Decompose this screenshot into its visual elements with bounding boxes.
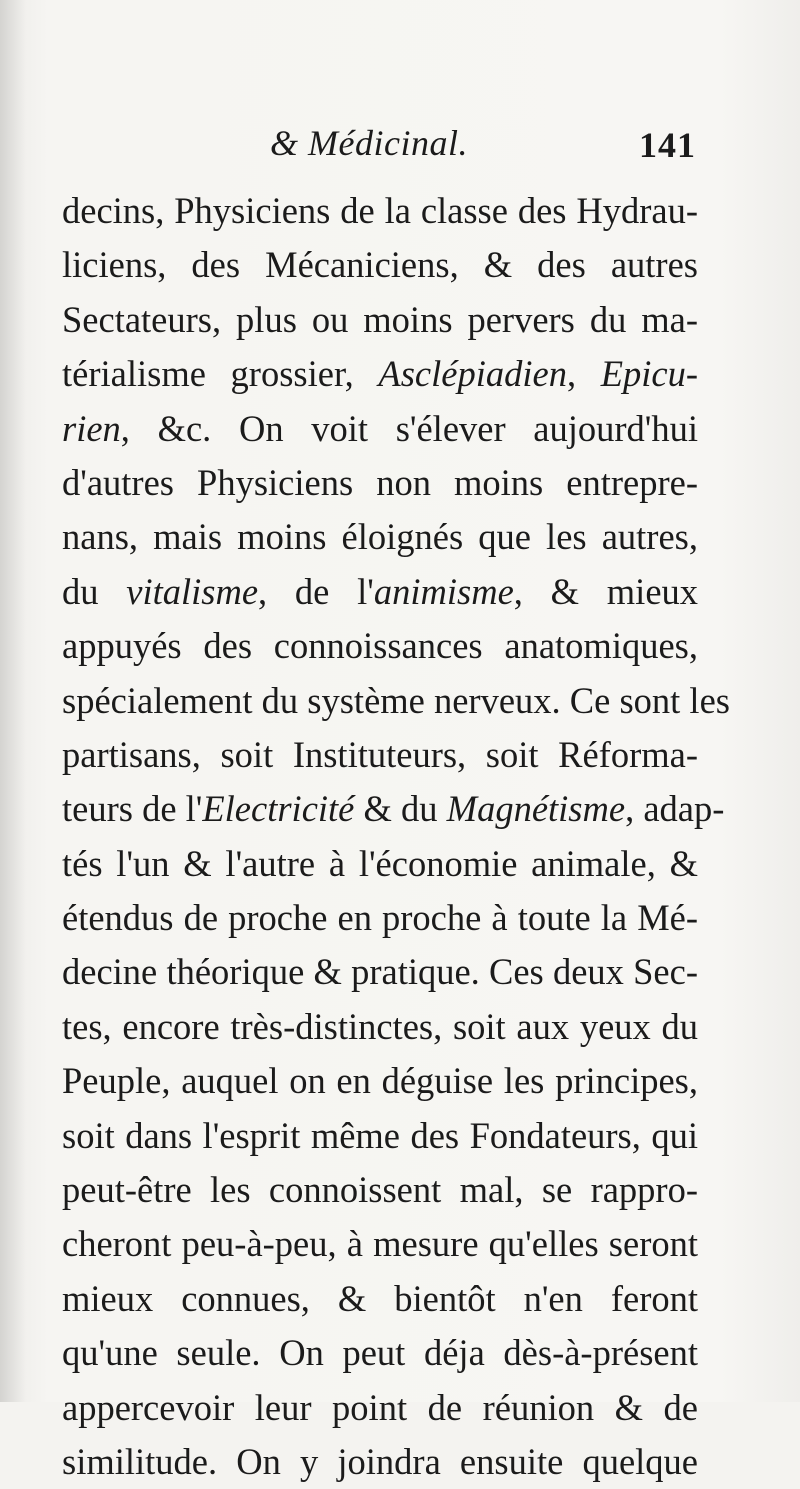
text-run: d'autres Physiciens non moins entrepre- <box>62 461 698 503</box>
text-run: tés l'un & l'autre à l'économie animale, & <box>62 842 698 884</box>
text-run: du <box>62 570 127 612</box>
text-run: , <box>566 353 601 395</box>
text-run: , &c. On voit s'élever aujourd'hui <box>120 407 698 449</box>
text-line <box>62 837 698 891</box>
text-line <box>62 510 698 564</box>
text-run: , adap- <box>625 788 725 830</box>
text-line <box>62 1054 698 1108</box>
italic-term: rien <box>62 407 121 449</box>
text-run: tes, encore très-distinctes, soit aux yeux du <box>62 1005 698 1047</box>
text-line <box>62 1109 698 1163</box>
text-run: cheront peu-à-peu, à mesure qu'elles seront <box>62 1223 698 1265</box>
text-run: étendus de proche en proche à toute la Mé- <box>62 897 698 939</box>
text-run: spécialement du système nerveux. Ce sont les <box>62 679 730 721</box>
text-run: soit dans l'esprit même des Fondateurs, qui <box>62 1114 698 1156</box>
text-run: decins, Physiciens de la classe des Hydrau- <box>62 190 698 231</box>
text-line <box>62 293 698 347</box>
text-run: nans, mais moins éloignés que les autres, <box>62 516 698 558</box>
page-gutter-shadow <box>0 0 26 1402</box>
text-line <box>62 456 698 510</box>
text-line <box>62 1381 698 1435</box>
text-line <box>62 1000 698 1054</box>
text-line <box>62 347 698 401</box>
text-run: térialisme grossier, <box>62 353 379 395</box>
text-line <box>62 1163 698 1217</box>
page-header <box>60 122 696 172</box>
text-run: , & mieux <box>513 570 699 612</box>
text-run: qu'une seule. On peut déja dès-à-présent <box>62 1332 698 1374</box>
page-number: 141 <box>639 125 696 165</box>
text-run: mieux connues, & bientôt n'en feront <box>62 1277 698 1319</box>
text-run: peut-être les connoissent mal, se rappro- <box>62 1169 698 1211</box>
text-line <box>62 1326 698 1380</box>
text-run: Sectateurs, plus ou moins pervers du ma- <box>62 298 698 340</box>
text-run: , de l' <box>258 570 374 612</box>
text-line <box>62 1272 698 1326</box>
text-line <box>62 891 698 945</box>
italic-term: animisme <box>373 570 514 612</box>
text-run: similitude. On y joindra ensuite quelque <box>62 1440 698 1482</box>
text-line <box>62 1217 698 1271</box>
italic-term: Asclépiadien <box>378 353 567 395</box>
running-head: & Médicinal. <box>270 123 468 163</box>
text-line <box>62 565 698 619</box>
text-line <box>62 184 698 238</box>
italic-term: Magnétisme <box>446 788 626 830</box>
italic-term: vitalisme <box>126 570 259 612</box>
text-line <box>62 674 730 728</box>
text-run: teurs de l' <box>62 788 203 830</box>
text-line <box>62 402 698 456</box>
text-line <box>62 1435 698 1489</box>
text-run: appuyés des connoissances anatomiques, <box>62 625 698 667</box>
italic-term: Electricité <box>202 788 355 830</box>
body-text <box>62 184 730 1489</box>
text-line <box>62 728 698 782</box>
text-run: liciens, des Mécaniciens, & des autres <box>62 244 698 286</box>
text-run: appercevoir leur point de réunion & de <box>62 1386 698 1428</box>
text-run: & du <box>354 788 447 830</box>
text-run: Peuple, auquel on en déguise les principes, <box>62 1060 698 1102</box>
text-line <box>62 238 698 292</box>
text-run: decine théorique & pratique. Ces deux Sec- <box>62 951 698 993</box>
text-run: partisans, soit Instituteurs, soit Réforma- <box>62 733 698 775</box>
text-line <box>62 782 725 836</box>
italic-term: Epicu- <box>600 353 699 395</box>
text-line <box>62 945 698 999</box>
text-line <box>62 619 698 673</box>
